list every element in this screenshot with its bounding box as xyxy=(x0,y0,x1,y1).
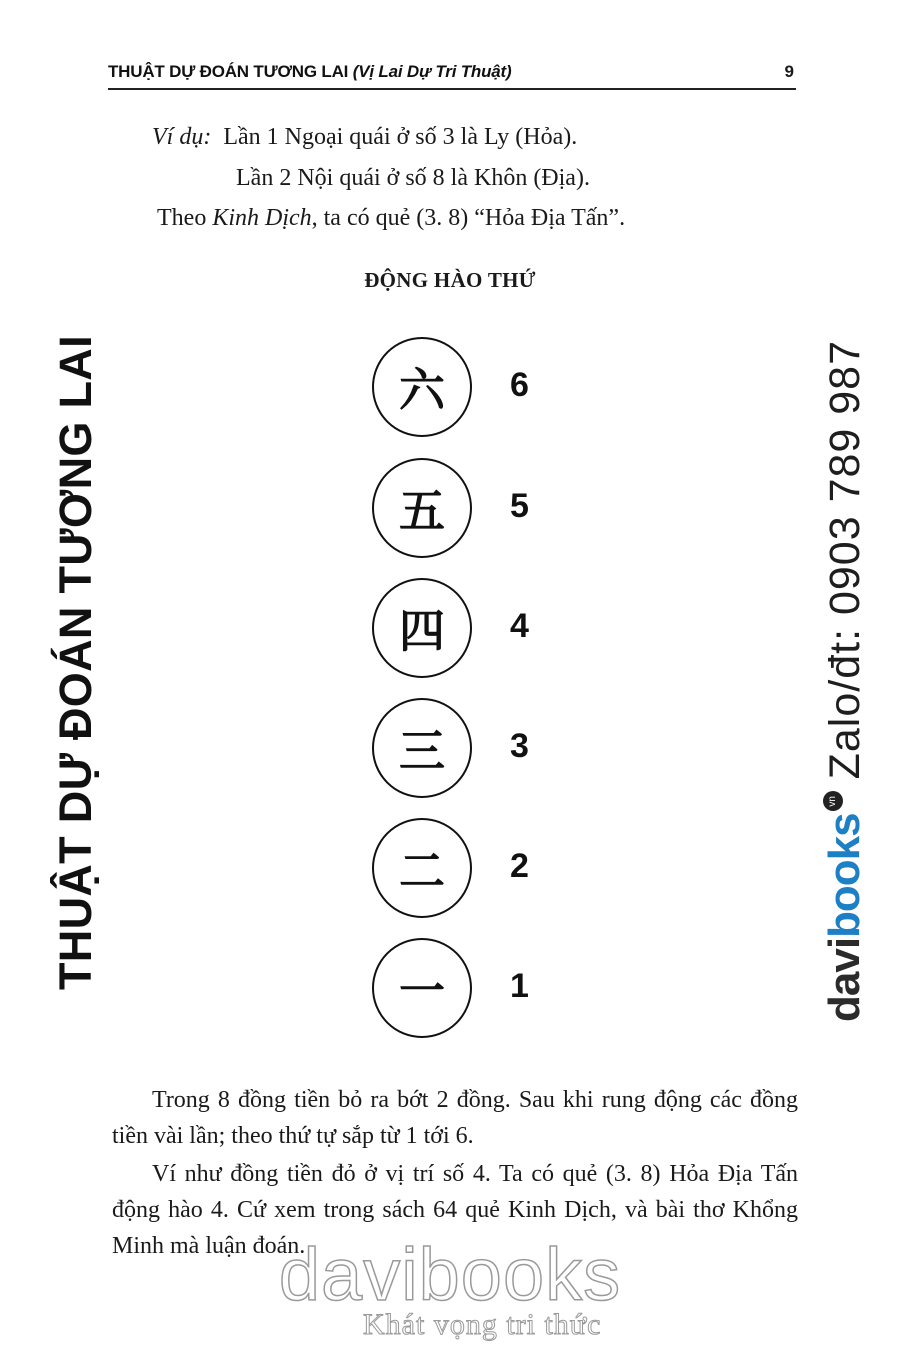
example-text-1: Lần 1 Ngoại quái ở số 3 là Ly (Hỏa). xyxy=(223,124,578,150)
body-paragraph-2: Ví như đồng tiền đỏ ở vị trí số 4. Ta có quẻ (3. 8) Hỏa Địa Tấn động hào 4. Cứ xem trong sách 64 quẻ Kinh Dịch, và bài thơ Khổng Minh mà luận đoán. xyxy=(112,1161,798,1259)
coin-3: 三 xyxy=(372,698,472,798)
example-label: Ví dụ: xyxy=(152,124,212,150)
coin-number-5: 5 xyxy=(510,487,529,525)
body-paragraph-1: Trong 8 đồng tiền bỏ ra bớt 2 đồng. Sau khi rung động các đồng tiền vài lần; theo thứ tự sắp từ 1 tới 6. xyxy=(112,1087,798,1149)
page-number: 9 xyxy=(784,62,794,81)
coin-number-6: 6 xyxy=(510,366,529,404)
coin-5: 五 xyxy=(372,458,472,558)
book-title-kinh-dich: Kinh Dịch xyxy=(212,205,312,231)
watermark-tagline: Khát vọng tri thức xyxy=(363,1308,602,1341)
contact-phone: Zalo/đt: 0903 789 987 xyxy=(820,339,869,780)
side-contact-strip xyxy=(820,340,870,1022)
running-header xyxy=(108,58,796,90)
coin-2: 二 xyxy=(372,818,472,918)
example-line-1 xyxy=(152,124,577,151)
coin-1: 一 xyxy=(372,938,472,1038)
coin-number-3: 3 xyxy=(510,727,529,765)
example-line-3-post: , ta có quẻ (3. 8) “Hỏa Địa Tấn”. xyxy=(311,205,626,231)
vn-badge-icon: vn xyxy=(823,791,843,811)
coin-number-4: 4 xyxy=(510,607,529,645)
vertical-book-title: THUẬT DỰ ĐOÁN TƯƠNG LAI xyxy=(50,335,101,990)
coin-6: 六 xyxy=(372,337,472,437)
running-title xyxy=(108,62,511,82)
davibooks-logo: davibooks xyxy=(820,813,869,1022)
example-line-2: Lần 2 Nội quái ở số 8 là Khôn (Địa). xyxy=(236,165,590,191)
running-title-main: THUẬT DỰ ĐOÁN TƯƠNG LAI xyxy=(108,62,353,81)
coin-4: 四 xyxy=(372,578,472,678)
watermark-brand: davibooks xyxy=(278,1233,622,1316)
running-title-subtitle: (Vị Lai Dự Tri Thuật) xyxy=(352,62,512,81)
section-heading: ĐỘNG HÀO THỨ xyxy=(364,268,536,292)
example-line-3-pre: Theo xyxy=(157,205,213,231)
coin-number-2: 2 xyxy=(510,847,529,885)
example-line-3 xyxy=(157,205,625,232)
coin-number-1: 1 xyxy=(510,967,529,1005)
